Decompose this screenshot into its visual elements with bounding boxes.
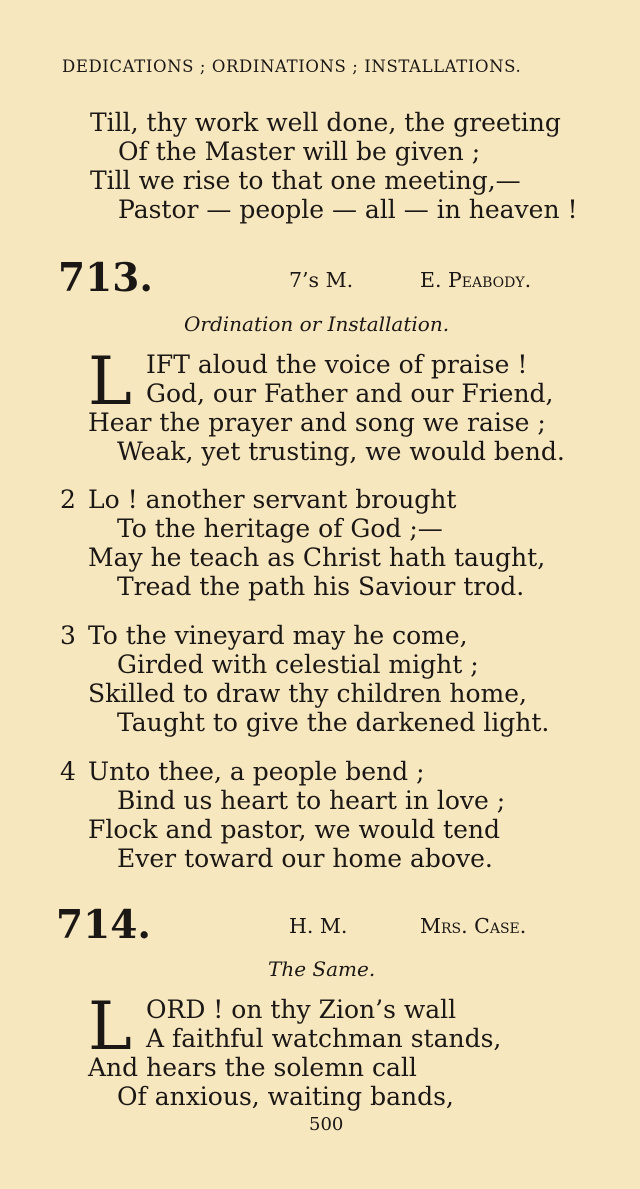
hymn-713-subtitle: Ordination or Installation. — [184, 312, 450, 336]
hymn-713-v4-line-4: Ever toward our home above. — [117, 844, 493, 873]
page-number: 500 — [309, 1114, 344, 1135]
hymn-714-author: Mrs. Case. — [420, 914, 527, 938]
hymn-713-v3-line-2: Girded with celestial might ; — [117, 650, 479, 679]
hymn-714-v1-line-4: Of anxious, waiting bands, — [117, 1082, 454, 1111]
hymn-713-v4-line-1: Unto thee, a people bend ; — [88, 757, 425, 786]
hymn-713-verse-2-number: 2 — [60, 485, 76, 514]
running-header: DEDICATIONS ; ORDINATIONS ; INSTALLATIONS. — [62, 57, 522, 76]
hymn-713-v4-line-3: Flock and pastor, we would tend — [88, 815, 500, 844]
hymn-714-v1-line-2: A faithful watchman stands, — [146, 1024, 502, 1053]
hymn-714-v1-line-1: ORD ! on thy Zion’s wall — [146, 995, 457, 1024]
hymn-713-verse-4-number: 4 — [60, 757, 76, 786]
hymn-713-v3-line-1: To the vineyard may he come, — [88, 621, 468, 650]
prev-line-1: Till, thy work well done, the greeting — [90, 108, 561, 137]
hymn-713-v4-line-2: Bind us heart to heart in love ; — [117, 786, 506, 815]
hymn-713-v3-line-3: Skilled to draw thy children home, — [88, 679, 527, 708]
hymn-713-v1-line-2: God, our Father and our Friend, — [146, 379, 554, 408]
hymn-714-subtitle: The Same. — [268, 957, 376, 981]
hymn-713-dropcap: L — [88, 343, 132, 420]
hymn-714-v1-line-3: And hears the solemn call — [88, 1053, 417, 1082]
hymn-number-714: 714. — [56, 902, 151, 948]
hymn-713-v2-line-4: Tread the path his Saviour trod. — [117, 572, 525, 601]
prev-line-4: Pastor — people — all — in heaven ! — [118, 195, 578, 224]
hymn-713-v1-line-3: Hear the prayer and song we raise ; — [88, 408, 546, 437]
prev-line-2: Of the Master will be given ; — [118, 137, 481, 166]
hymn-713-meter: 7’s M. — [289, 268, 354, 292]
hymn-713-verse-3-number: 3 — [60, 621, 76, 650]
hymn-number-713: 713. — [58, 255, 153, 301]
hymn-713-v1-line-1: IFT aloud the voice of praise ! — [146, 350, 528, 379]
hymn-713-v2-line-3: May he teach as Christ hath taught, — [88, 543, 546, 572]
hymn-713-v1-line-4: Weak, yet trusting, we would bend. — [117, 437, 565, 466]
hymn-713-v2-line-2: To the heritage of God ;— — [117, 514, 443, 543]
hymn-713-author: E. Peabody. — [420, 268, 532, 292]
hymn-714-dropcap: L — [88, 988, 132, 1065]
prev-line-3: Till we rise to that one meeting,— — [90, 166, 521, 195]
hymn-713-v3-line-4: Taught to give the darkened light. — [117, 708, 550, 737]
hymn-714-meter: H. M. — [289, 914, 348, 938]
hymn-713-v2-line-1: Lo ! another servant brought — [88, 485, 457, 514]
